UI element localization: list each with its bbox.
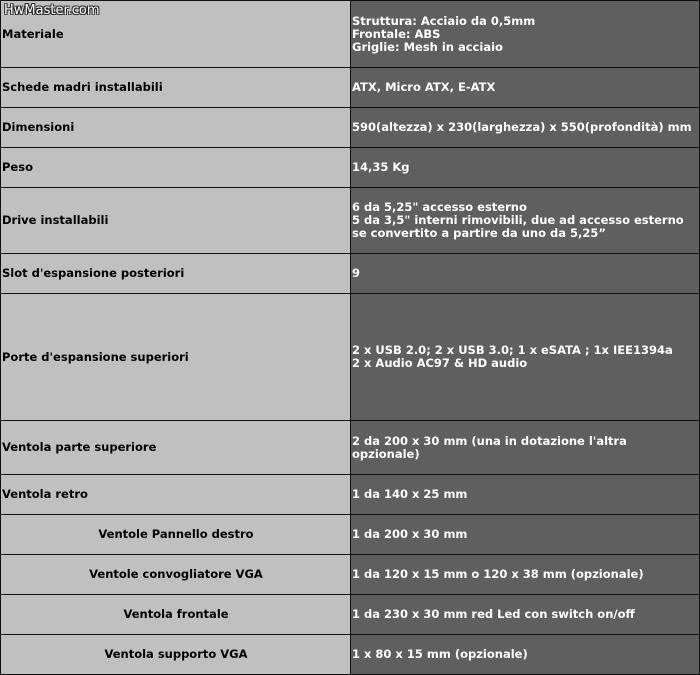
row-label: Ventola frontale [1,595,351,635]
table-row [1,555,700,595]
row-label: Slot d'espansione posteriori [1,254,351,294]
row-label: Ventola parte superiore [1,421,351,475]
row-value: 1 da 120 x 15 mm o 120 x 38 mm (opzionale) [351,555,700,595]
row-value: 590(altezza) x 230(larghezza) x 550(profondità) mm [351,108,700,148]
row-value: 1 x 80 x 15 mm (opzionale) [351,635,700,675]
row-label: Ventole Pannello destro [1,515,351,555]
row-label: Peso [1,148,351,188]
row-label: Dimensioni [1,108,351,148]
table-row [1,1,700,68]
row-label: Ventola retro [1,475,351,515]
table-row [1,475,700,515]
row-value: 2 x USB 2.0; 2 x USB 3.0; 1 x eSATA ; 1x IEE1394a 2 x Audio AC97 & HD audio [351,294,700,421]
row-value: ATX, Micro ATX, E-ATX [351,68,700,108]
row-value: 6 da 5,25" accesso esterno 5 da 3,5" interni rimovibili, due ad accesso esterno se convertito a partire da uno da 5,25” [351,188,700,254]
row-value: 9 [351,254,700,294]
table-row [1,148,700,188]
row-label: Porte d'espansione superiori [1,294,351,421]
table-row [1,635,700,675]
row-label: Ventole convogliatore VGA [1,555,351,595]
row-label: Ventola supporto VGA [1,635,351,675]
table-row [1,294,700,421]
row-label: Materiale [1,1,351,68]
row-label: Schede madri installabili [1,68,351,108]
row-value: Struttura: Acciaio da 0,5mm Frontale: ABS Griglie: Mesh in acciaio [351,1,700,68]
row-label: Drive installabili [1,188,351,254]
table-row [1,108,700,148]
row-value: 1 da 140 x 25 mm [351,475,700,515]
watermark-logo: HwMaster.com [4,3,100,18]
table-row [1,68,700,108]
table-row [1,595,700,635]
table-row [1,254,700,294]
table-row [1,188,700,254]
row-value: 14,35 Kg [351,148,700,188]
row-value: 1 da 200 x 30 mm [351,515,700,555]
row-value: 1 da 230 x 30 mm red Led con switch on/off [351,595,700,635]
table-row [1,421,700,475]
row-value: 2 da 200 x 30 mm (una in dotazione l'altra opzionale) [351,421,700,475]
table-row [1,515,700,555]
